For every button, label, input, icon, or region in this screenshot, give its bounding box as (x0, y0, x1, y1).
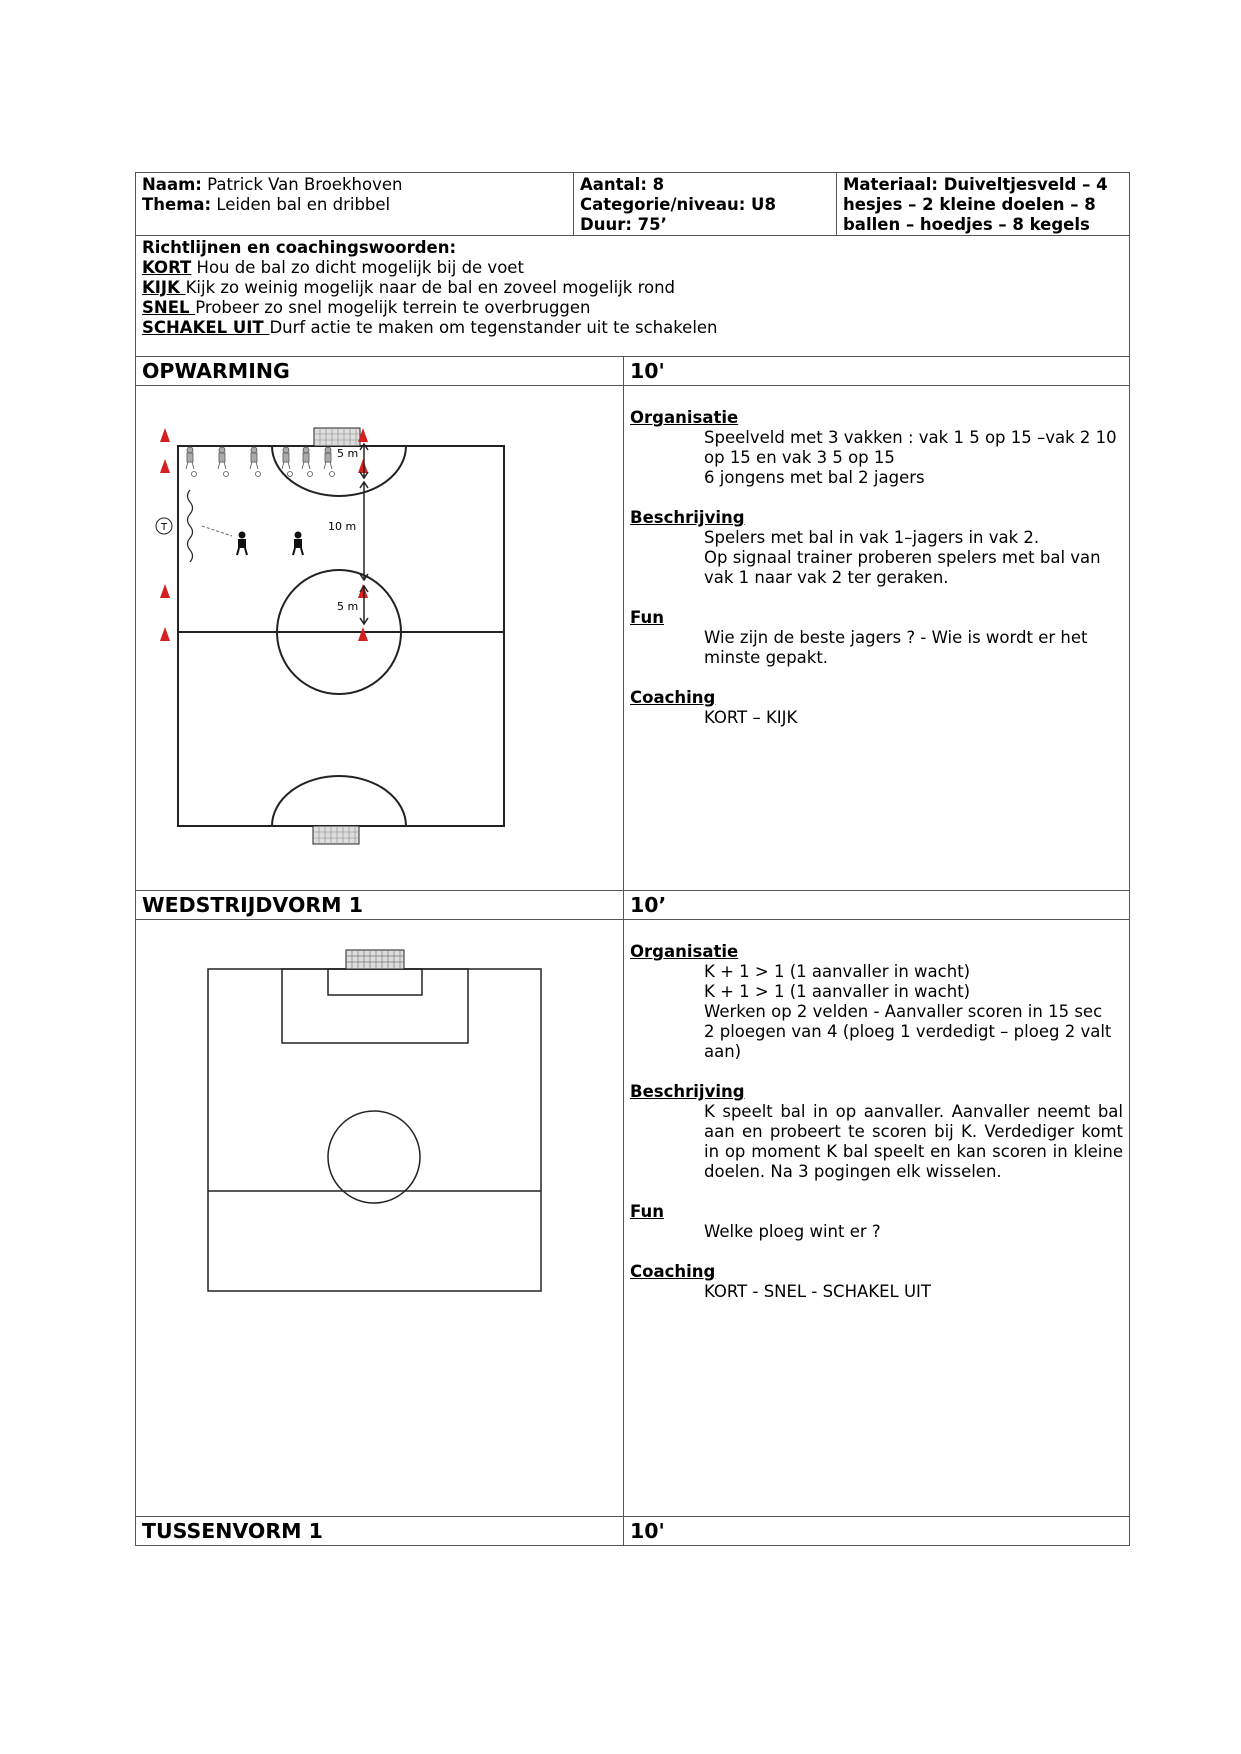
organisatie-label: Organisatie (630, 408, 739, 427)
hunter (293, 532, 303, 556)
beschrijving-label: Beschrijving (630, 1082, 745, 1101)
diagram-cell (136, 386, 624, 891)
wedstrijdvorm-text-cell (624, 920, 1130, 1517)
player (302, 447, 313, 477)
beschrijving-text: K speelt bal in op aanvaller. Aanvaller neemt bal aan en probeert te scoren bij K. Verdediger komt in op moment K bal speelt en kan scoren in kleine doelen. Na 3 pogingen elk wisselen. (704, 1102, 1123, 1181)
player (250, 447, 261, 477)
naam-thema-cell (136, 173, 574, 236)
hunter (237, 532, 247, 556)
section-time: 10' (624, 1517, 1130, 1546)
cone (160, 428, 170, 442)
coaching-label: Coaching (630, 1262, 716, 1281)
section-title: WEDSTRIJDVORM 1 (136, 891, 624, 920)
training-document (135, 172, 1129, 1546)
section-body-wedstrijdvorm (136, 920, 1130, 1517)
guidelines-title: Richtlijnen en coachingswoorden: (142, 238, 457, 257)
materiaal: Materiaal: Duiveltjesveld – 4 hesjes – 2 kleine doelen – 8 ballen – hoedjes – 8 kegels (843, 175, 1108, 234)
player (186, 447, 197, 477)
organisatie-line: Werken op 2 velden - Aanvaller scoren in 15 sec (704, 1002, 1103, 1021)
fun-label: Fun (630, 1202, 664, 1221)
aantal: Aantal: 8 (580, 175, 665, 194)
field-outline (208, 969, 541, 1291)
section-title: OPWARMING (136, 357, 624, 386)
measure-label-top: 5 m (337, 447, 359, 460)
bottom-goal (313, 826, 359, 844)
player (282, 447, 293, 477)
coaching-text: KORT - SNEL - SCHAKEL UIT (704, 1282, 931, 1301)
cone (358, 459, 368, 473)
guideline-item: SNEL Probeer zo snel mogelijk terrein te overbruggen (142, 298, 591, 317)
categorie: Categorie/niveau: U8 (580, 195, 776, 214)
center-circle (328, 1111, 420, 1203)
wedstrijdvorm-field-diagram (136, 920, 612, 1516)
player (218, 447, 229, 477)
fun-text: Welke ploeg wint er ? (704, 1222, 881, 1241)
section-header-wedstrijdvorm (136, 891, 1130, 920)
penalty-area (282, 969, 468, 1043)
header-row (136, 173, 1130, 236)
beschrijving-line: Spelers met bal in vak 1–jagers in vak 2. (704, 528, 1040, 547)
measure-label-bottom: 5 m (337, 600, 359, 613)
dashed-arrow (202, 526, 232, 536)
opwarming-field-diagram (136, 386, 612, 890)
bottom-penalty-arc (272, 776, 406, 826)
opwarming-text-cell (624, 386, 1130, 891)
guideline-item: SCHAKEL UIT Durf actie te maken om tegenstander uit te schakelen (142, 318, 718, 337)
organisatie-line: K + 1 > 1 (1 aanvaller in wacht) (704, 982, 971, 1001)
training-table (135, 172, 1130, 1546)
guideline-item: KORT Hou de bal zo dicht mogelijk bij de voet (142, 258, 524, 277)
section-title: TUSSENVORM 1 (136, 1517, 624, 1546)
measure-label-middle: 10 m (328, 520, 357, 533)
naam-label: Naam: (142, 175, 202, 194)
fun-text: Wie zijn de beste jagers ? - Wie is wordt er het minste gepakt. (704, 628, 1088, 667)
naam-value: Patrick Van Broekhoven (207, 175, 403, 194)
materiaal-cell (837, 173, 1130, 236)
goal-area (328, 969, 422, 995)
trainer-label: T (160, 522, 168, 533)
guidelines-row (136, 236, 1130, 357)
thema-label: Thema: (142, 195, 212, 214)
thema-value: Leiden bal en dribbel (216, 195, 391, 214)
section-header-opwarming (136, 357, 1130, 386)
guidelines-cell (136, 236, 1130, 357)
cone (160, 584, 170, 598)
guideline-item: KIJK Kijk zo weinig mogelijk naar de bal en zoveel mogelijk rond (142, 278, 676, 297)
section-body-opwarming (136, 386, 1130, 891)
organisatie-line: K + 1 > 1 (1 aanvaller in wacht) (704, 962, 971, 981)
section-time: 10’ (624, 891, 1130, 920)
goal (346, 950, 404, 969)
organisatie-line: 2 ploegen van 4 (ploeg 1 verdedigt – ploeg 2 valt aan) (704, 1022, 1112, 1061)
organisatie-label: Organisatie (630, 942, 739, 961)
section-header-tussenvorm (136, 1517, 1130, 1546)
fun-label: Fun (630, 608, 664, 627)
organisatie-line: 6 jongens met bal 2 jagers (704, 468, 925, 487)
diagram-cell (136, 920, 624, 1517)
field-outline (178, 446, 504, 826)
cone (160, 627, 170, 641)
aantal-cell (574, 173, 837, 236)
wavy-line (188, 490, 193, 562)
beschrijving-line: Op signaal trainer proberen spelers met bal van vak 1 naar vak 2 ter geraken. (704, 548, 1101, 587)
player (324, 447, 335, 477)
hunters (237, 532, 303, 556)
top-goal (314, 428, 360, 446)
cone (358, 627, 368, 641)
section-time: 10' (624, 357, 1130, 386)
organisatie-line: Speelveld met 3 vakken : vak 1 5 op 15 –vak 2 10 op 15 en vak 3 5 op 15 (704, 428, 1117, 467)
coaching-text: KORT – KIJK (704, 708, 798, 727)
players-with-ball (186, 447, 335, 477)
cone (160, 459, 170, 473)
coaching-label: Coaching (630, 688, 716, 707)
beschrijving-label: Beschrijving (630, 508, 745, 527)
duur: Duur: 75’ (580, 215, 667, 234)
